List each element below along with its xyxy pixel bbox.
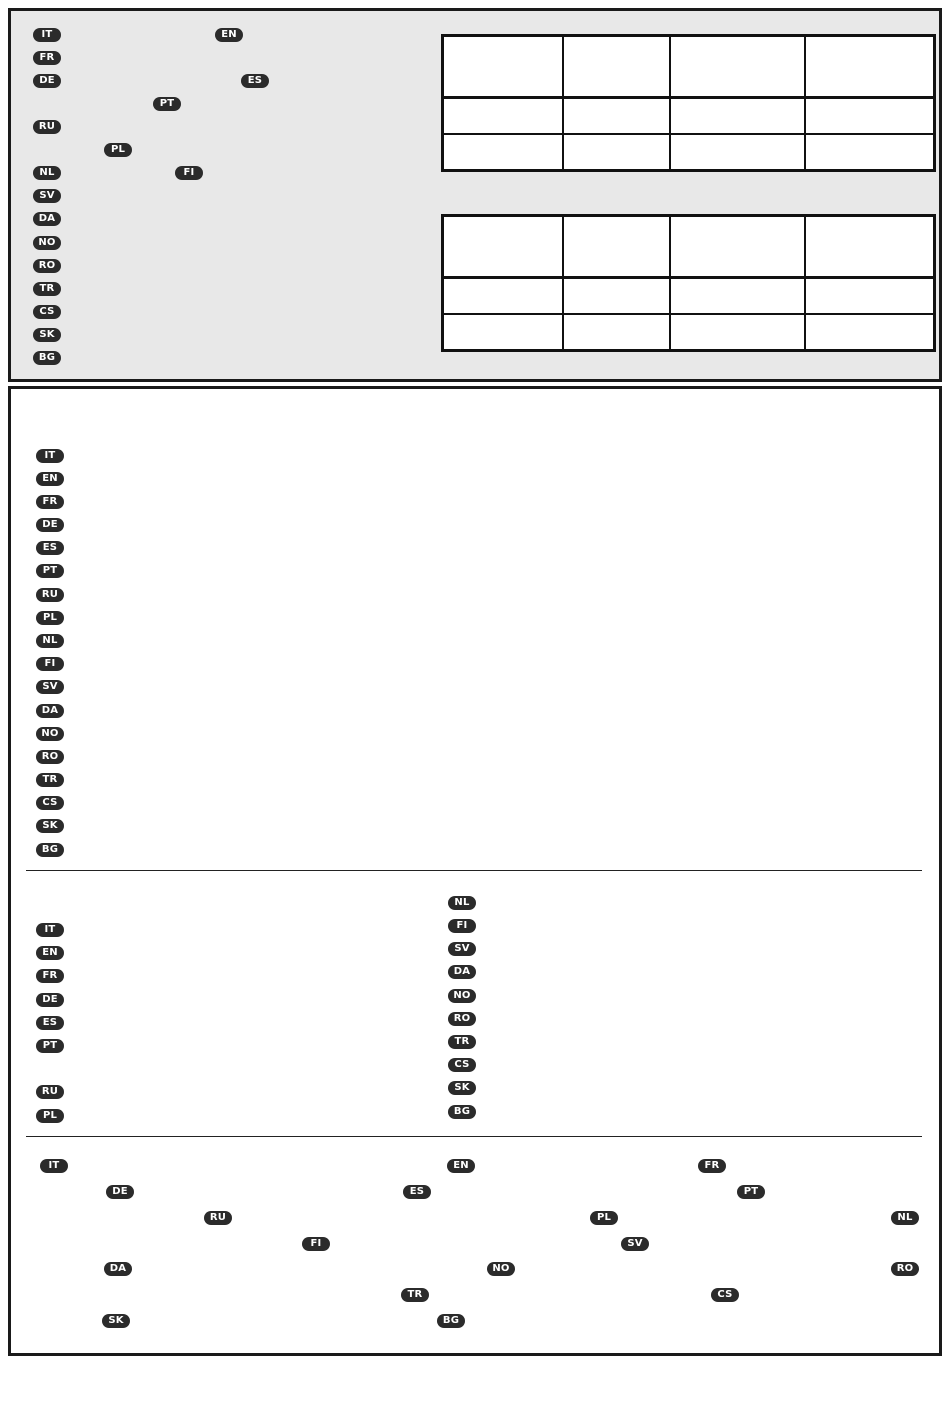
language-badge-de: DE <box>33 74 61 88</box>
language-badge-tr: TR <box>36 773 64 787</box>
language-badge-pt: PT <box>737 1185 765 1199</box>
language-badge-pt: PT <box>153 97 181 111</box>
language-badge-fr: FR <box>36 969 64 983</box>
language-badge-en: EN <box>36 946 64 960</box>
table-header-row <box>443 216 935 278</box>
language-badge-fr: FR <box>33 51 61 65</box>
table-row <box>443 278 935 315</box>
language-badge-en: EN <box>215 28 243 42</box>
language-badge-it: IT <box>36 923 64 937</box>
language-badge-pl: PL <box>36 611 64 625</box>
language-badge-en: EN <box>447 1159 475 1173</box>
table-cell <box>443 216 563 278</box>
table-cell <box>670 134 805 171</box>
language-badge-de: DE <box>36 518 64 532</box>
language-badge-sv: SV <box>36 680 64 694</box>
language-badge-cs: CS <box>711 1288 739 1302</box>
language-badge-ro: RO <box>33 259 61 273</box>
language-badge-fi: FI <box>302 1237 330 1251</box>
language-badge-sk: SK <box>102 1314 130 1328</box>
table-cell <box>563 216 670 278</box>
language-badge-es: ES <box>36 541 64 555</box>
table-cell <box>443 278 563 315</box>
table-cell <box>670 216 805 278</box>
language-badge-tr: TR <box>33 282 61 296</box>
language-badge-da: DA <box>104 1262 132 1276</box>
table-cell <box>563 314 670 351</box>
language-badge-fr: FR <box>36 495 64 509</box>
language-badge-sv: SV <box>448 942 476 956</box>
language-badge-it: IT <box>33 28 61 42</box>
language-badge-bg: BG <box>33 351 61 365</box>
language-badge-nl: NL <box>448 896 476 910</box>
language-badge-tr: TR <box>448 1035 476 1049</box>
language-badge-pl: PL <box>36 1109 64 1123</box>
language-badge-ro: RO <box>448 1012 476 1026</box>
language-badge-no: NO <box>36 727 64 741</box>
language-badge-it: IT <box>36 449 64 463</box>
language-badge-ru: RU <box>36 1085 64 1099</box>
language-badge-it: IT <box>40 1159 68 1173</box>
language-badge-bg: BG <box>437 1314 465 1328</box>
language-badge-fr: FR <box>698 1159 726 1173</box>
language-badge-sk: SK <box>448 1081 476 1095</box>
spec-table-2 <box>441 214 936 352</box>
table-row <box>443 314 935 351</box>
language-badge-cs: CS <box>448 1058 476 1072</box>
language-badge-cs: CS <box>33 305 61 319</box>
language-badge-pt: PT <box>36 1039 64 1053</box>
bottom-panel <box>8 386 942 1356</box>
table-cell <box>670 278 805 315</box>
language-badge-sv: SV <box>33 189 61 203</box>
language-badge-no: NO <box>33 236 61 250</box>
table-cell <box>805 278 935 315</box>
language-badge-ru: RU <box>204 1211 232 1225</box>
language-badge-sk: SK <box>36 819 64 833</box>
language-badge-pt: PT <box>36 564 64 578</box>
language-badge-nl: NL <box>33 166 61 180</box>
table-cell <box>805 134 935 171</box>
language-badge-fi: FI <box>175 166 203 180</box>
language-badge-da: DA <box>448 965 476 979</box>
section-divider <box>26 1136 922 1137</box>
table-cell <box>443 314 563 351</box>
table-row <box>443 98 935 135</box>
language-badge-en: EN <box>36 472 64 486</box>
table-cell <box>670 98 805 135</box>
table-cell <box>805 98 935 135</box>
language-badge-cs: CS <box>36 796 64 810</box>
language-badge-da: DA <box>36 704 64 718</box>
language-badge-no: NO <box>448 989 476 1003</box>
language-badge-es: ES <box>36 1016 64 1030</box>
table-cell <box>443 98 563 135</box>
language-badge-da: DA <box>33 212 61 226</box>
table-cell <box>563 36 670 98</box>
language-badge-fi: FI <box>448 919 476 933</box>
language-badge-no: NO <box>487 1262 515 1276</box>
table-cell <box>805 314 935 351</box>
table-cell <box>670 314 805 351</box>
language-badge-bg: BG <box>448 1105 476 1119</box>
table-cell <box>805 216 935 278</box>
table-row <box>443 134 935 171</box>
language-badge-es: ES <box>241 74 269 88</box>
table-cell <box>443 134 563 171</box>
table-cell <box>443 36 563 98</box>
section-divider <box>26 870 922 871</box>
table-cell <box>670 36 805 98</box>
language-badge-nl: NL <box>36 634 64 648</box>
table-cell <box>563 98 670 135</box>
language-badge-ro: RO <box>36 750 64 764</box>
language-badge-de: DE <box>36 993 64 1007</box>
table-cell <box>563 134 670 171</box>
language-badge-nl: NL <box>891 1211 919 1225</box>
language-badge-pl: PL <box>590 1211 618 1225</box>
table-cell <box>563 278 670 315</box>
language-badge-tr: TR <box>401 1288 429 1302</box>
language-badge-bg: BG <box>36 843 64 857</box>
top-panel <box>8 8 942 382</box>
language-badge-ru: RU <box>36 588 64 602</box>
language-badge-sv: SV <box>621 1237 649 1251</box>
table-header-row <box>443 36 935 98</box>
language-badge-fi: FI <box>36 657 64 671</box>
table-cell <box>805 36 935 98</box>
language-badge-ru: RU <box>33 120 61 134</box>
language-badge-ro: RO <box>891 1262 919 1276</box>
language-badge-pl: PL <box>104 143 132 157</box>
language-badge-sk: SK <box>33 328 61 342</box>
language-badge-de: DE <box>106 1185 134 1199</box>
spec-table-1 <box>441 34 936 172</box>
language-badge-es: ES <box>403 1185 431 1199</box>
